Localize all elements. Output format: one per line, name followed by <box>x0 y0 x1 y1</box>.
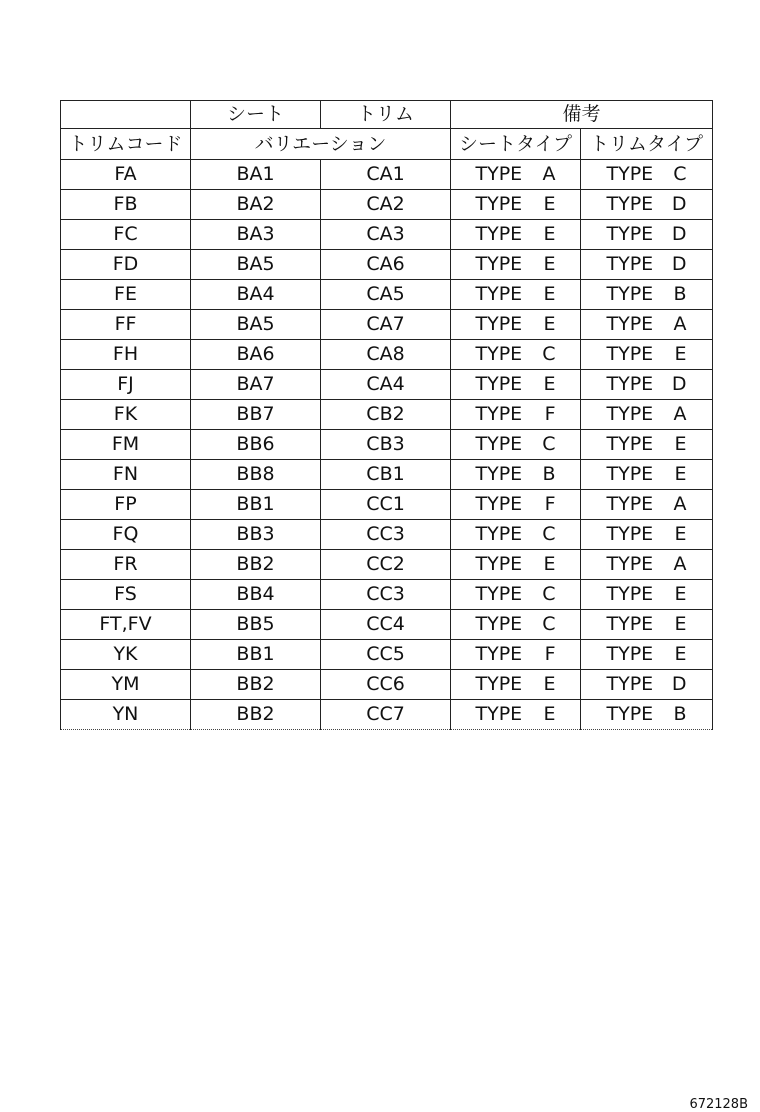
seat-variation-cell: BB4 <box>191 580 321 610</box>
type-label: TYPE <box>475 433 523 455</box>
trim-variation-cell: CC2 <box>321 550 451 580</box>
seat-variation-cell: BB3 <box>191 520 321 550</box>
trim-code-cell: FK <box>61 400 191 430</box>
type-letter: C <box>542 433 556 455</box>
type-label: TYPE <box>475 493 523 515</box>
type-letter: E <box>543 193 556 215</box>
header-seat: シート <box>191 101 321 129</box>
type-label: TYPE <box>475 283 523 305</box>
trim-variation-cell: CB1 <box>321 460 451 490</box>
type-label: TYPE <box>475 343 523 365</box>
trim-variation-cell: CA1 <box>321 160 451 190</box>
trim-code-cell: FB <box>61 190 191 220</box>
seat-type-cell <box>451 670 581 700</box>
type-label: TYPE <box>606 493 654 515</box>
type-letter: E <box>674 643 687 665</box>
header-row-top <box>61 101 713 129</box>
seat-type-cell <box>451 460 581 490</box>
trim-variation-cell: CA4 <box>321 370 451 400</box>
trim-type-cell <box>581 670 713 700</box>
trim-variation-cell: CA6 <box>321 250 451 280</box>
type-label: TYPE <box>475 373 523 395</box>
seat-type-cell <box>451 310 581 340</box>
table-row <box>61 250 713 280</box>
type-label: TYPE <box>475 163 523 185</box>
seat-variation-cell: BA3 <box>191 220 321 250</box>
table-row <box>61 370 713 400</box>
trim-variation-cell: CA7 <box>321 310 451 340</box>
header-seat-type: シートタイプ <box>451 129 581 160</box>
seat-variation-cell: BA7 <box>191 370 321 400</box>
type-label: TYPE <box>606 463 654 485</box>
trim-type-cell <box>581 520 713 550</box>
trim-type-cell <box>581 280 713 310</box>
seat-type-cell <box>451 520 581 550</box>
table-row <box>61 160 713 190</box>
type-label: TYPE <box>606 343 654 365</box>
trim-variation-cell: CC5 <box>321 640 451 670</box>
table-row <box>61 310 713 340</box>
trim-code-cell: FE <box>61 280 191 310</box>
table-row <box>61 430 713 460</box>
trim-type-cell <box>581 490 713 520</box>
seat-variation-cell: BB5 <box>191 610 321 640</box>
trim-code-cell: FH <box>61 340 191 370</box>
type-letter: B <box>542 463 556 485</box>
seat-type-cell <box>451 220 581 250</box>
header-remarks: 備考 <box>451 101 713 129</box>
type-label: TYPE <box>475 583 523 605</box>
type-label: TYPE <box>606 523 654 545</box>
type-label: TYPE <box>475 223 523 245</box>
type-letter: A <box>673 313 687 335</box>
type-label: TYPE <box>606 613 654 635</box>
seat-variation-cell: BB1 <box>191 490 321 520</box>
seat-variation-cell: BA1 <box>191 160 321 190</box>
type-letter: F <box>544 493 556 515</box>
seat-type-cell <box>451 400 581 430</box>
trim-code-cell: FF <box>61 310 191 340</box>
type-letter: E <box>543 703 556 725</box>
table-row <box>61 400 713 430</box>
seat-variation-cell: BB2 <box>191 700 321 730</box>
type-label: TYPE <box>606 163 654 185</box>
type-letter: C <box>673 163 687 185</box>
trim-type-cell <box>581 460 713 490</box>
seat-variation-cell: BB1 <box>191 640 321 670</box>
type-label: TYPE <box>606 283 654 305</box>
seat-variation-cell: BB8 <box>191 460 321 490</box>
type-letter: A <box>673 553 687 575</box>
trim-variation-cell: CA8 <box>321 340 451 370</box>
table-row <box>61 460 713 490</box>
trim-code-cell: FN <box>61 460 191 490</box>
type-letter: D <box>671 673 687 695</box>
trim-variation-cell: CB2 <box>321 400 451 430</box>
type-letter: D <box>671 193 687 215</box>
trim-variation-cell: CC3 <box>321 520 451 550</box>
type-label: TYPE <box>606 373 654 395</box>
type-letter: E <box>674 523 687 545</box>
trim-code-cell: FJ <box>61 370 191 400</box>
type-label: TYPE <box>606 253 654 275</box>
type-letter: E <box>674 433 687 455</box>
trim-variation-cell: CC1 <box>321 490 451 520</box>
trim-type-cell <box>581 250 713 280</box>
trim-variation-cell: CA3 <box>321 220 451 250</box>
table-row <box>61 190 713 220</box>
trim-code-cell: FD <box>61 250 191 280</box>
seat-type-cell <box>451 430 581 460</box>
trim-code-cell: FA <box>61 160 191 190</box>
seat-variation-cell: BA5 <box>191 250 321 280</box>
trim-variation-cell: CA2 <box>321 190 451 220</box>
trim-variation-cell: CC6 <box>321 670 451 700</box>
figure-number: 672128B <box>689 1097 748 1112</box>
table-row <box>61 490 713 520</box>
type-letter: B <box>673 283 687 305</box>
type-letter: A <box>673 493 687 515</box>
header-blank-cell <box>61 101 191 129</box>
type-letter: E <box>543 283 556 305</box>
type-letter: E <box>674 613 687 635</box>
seat-type-cell <box>451 280 581 310</box>
type-letter: E <box>674 463 687 485</box>
trim-code-table <box>60 100 713 730</box>
table-row <box>61 550 713 580</box>
seat-type-cell <box>451 700 581 730</box>
type-label: TYPE <box>606 643 654 665</box>
seat-type-cell <box>451 640 581 670</box>
trim-type-cell <box>581 370 713 400</box>
table-row <box>61 670 713 700</box>
type-letter: E <box>543 673 556 695</box>
seat-type-cell <box>451 550 581 580</box>
trim-code-cell: FT,FV <box>61 610 191 640</box>
type-label: TYPE <box>606 403 654 425</box>
trim-variation-cell: CC4 <box>321 610 451 640</box>
type-label: TYPE <box>475 613 523 635</box>
seat-type-cell <box>451 490 581 520</box>
seat-type-cell <box>451 610 581 640</box>
type-letter: D <box>671 223 687 245</box>
trim-type-cell <box>581 400 713 430</box>
trim-type-cell <box>581 340 713 370</box>
table-row <box>61 520 713 550</box>
table-row <box>61 340 713 370</box>
trim-type-cell <box>581 640 713 670</box>
header-variation: バリエーション <box>191 129 451 160</box>
trim-code-cell: FR <box>61 550 191 580</box>
trim-type-cell <box>581 550 713 580</box>
type-letter: F <box>544 403 556 425</box>
seat-variation-cell: BA6 <box>191 340 321 370</box>
seat-type-cell <box>451 190 581 220</box>
seat-variation-cell: BB2 <box>191 670 321 700</box>
trim-variation-cell: CA5 <box>321 280 451 310</box>
type-label: TYPE <box>475 553 523 575</box>
table-row <box>61 640 713 670</box>
type-label: TYPE <box>606 553 654 575</box>
seat-type-cell <box>451 370 581 400</box>
type-letter: E <box>674 583 687 605</box>
seat-type-cell <box>451 340 581 370</box>
seat-variation-cell: BB7 <box>191 400 321 430</box>
trim-type-cell <box>581 190 713 220</box>
type-letter: F <box>544 643 556 665</box>
type-letter: E <box>543 253 556 275</box>
type-label: TYPE <box>606 703 654 725</box>
table-row <box>61 610 713 640</box>
type-label: TYPE <box>475 703 523 725</box>
trim-variation-cell: CC7 <box>321 700 451 730</box>
type-letter: E <box>543 553 556 575</box>
trim-type-cell <box>581 220 713 250</box>
trim-variation-cell: CB3 <box>321 430 451 460</box>
type-label: TYPE <box>606 193 654 215</box>
seat-type-cell <box>451 160 581 190</box>
type-letter: C <box>542 523 556 545</box>
type-label: TYPE <box>475 193 523 215</box>
trim-code-cell: FC <box>61 220 191 250</box>
table-row <box>61 700 713 730</box>
type-label: TYPE <box>475 523 523 545</box>
type-letter: E <box>674 343 687 365</box>
trim-type-cell <box>581 430 713 460</box>
type-letter: A <box>542 163 556 185</box>
type-label: TYPE <box>606 313 654 335</box>
trim-variation-cell: CC3 <box>321 580 451 610</box>
trim-type-cell <box>581 700 713 730</box>
type-letter: C <box>542 343 556 365</box>
type-label: TYPE <box>475 253 523 275</box>
type-label: TYPE <box>475 403 523 425</box>
table-row <box>61 580 713 610</box>
table-row <box>61 280 713 310</box>
type-letter: E <box>543 373 556 395</box>
type-label: TYPE <box>606 223 654 245</box>
trim-code-cell: FS <box>61 580 191 610</box>
header-trim-type: トリムタイプ <box>581 129 713 160</box>
type-letter: C <box>542 583 556 605</box>
trim-code-cell: YK <box>61 640 191 670</box>
type-label: TYPE <box>475 673 523 695</box>
type-letter: A <box>673 403 687 425</box>
seat-type-cell <box>451 250 581 280</box>
trim-code-cell: FQ <box>61 520 191 550</box>
type-letter: C <box>542 613 556 635</box>
seat-variation-cell: BA2 <box>191 190 321 220</box>
trim-type-cell <box>581 160 713 190</box>
trim-code-cell: FM <box>61 430 191 460</box>
trim-code-cell: YN <box>61 700 191 730</box>
type-letter: D <box>671 253 687 275</box>
seat-variation-cell: BB2 <box>191 550 321 580</box>
trim-type-cell <box>581 310 713 340</box>
type-letter: E <box>543 313 556 335</box>
type-label: TYPE <box>475 463 523 485</box>
type-label: TYPE <box>606 673 654 695</box>
type-label: TYPE <box>606 583 654 605</box>
seat-variation-cell: BB6 <box>191 430 321 460</box>
trim-type-cell <box>581 580 713 610</box>
type-letter: E <box>543 223 556 245</box>
type-label: TYPE <box>475 643 523 665</box>
seat-variation-cell: BA4 <box>191 280 321 310</box>
trim-code-cell: YM <box>61 670 191 700</box>
seat-type-cell <box>451 580 581 610</box>
header-trim: トリム <box>321 101 451 129</box>
header-trim-code: トリムコード <box>61 129 191 160</box>
type-letter: D <box>671 373 687 395</box>
trim-code-cell: FP <box>61 490 191 520</box>
type-label: TYPE <box>606 433 654 455</box>
table-body <box>61 160 713 730</box>
type-label: TYPE <box>475 313 523 335</box>
trim-type-cell <box>581 610 713 640</box>
seat-variation-cell: BA5 <box>191 310 321 340</box>
header-row-bottom <box>61 129 713 160</box>
table-row <box>61 220 713 250</box>
type-letter: B <box>673 703 687 725</box>
